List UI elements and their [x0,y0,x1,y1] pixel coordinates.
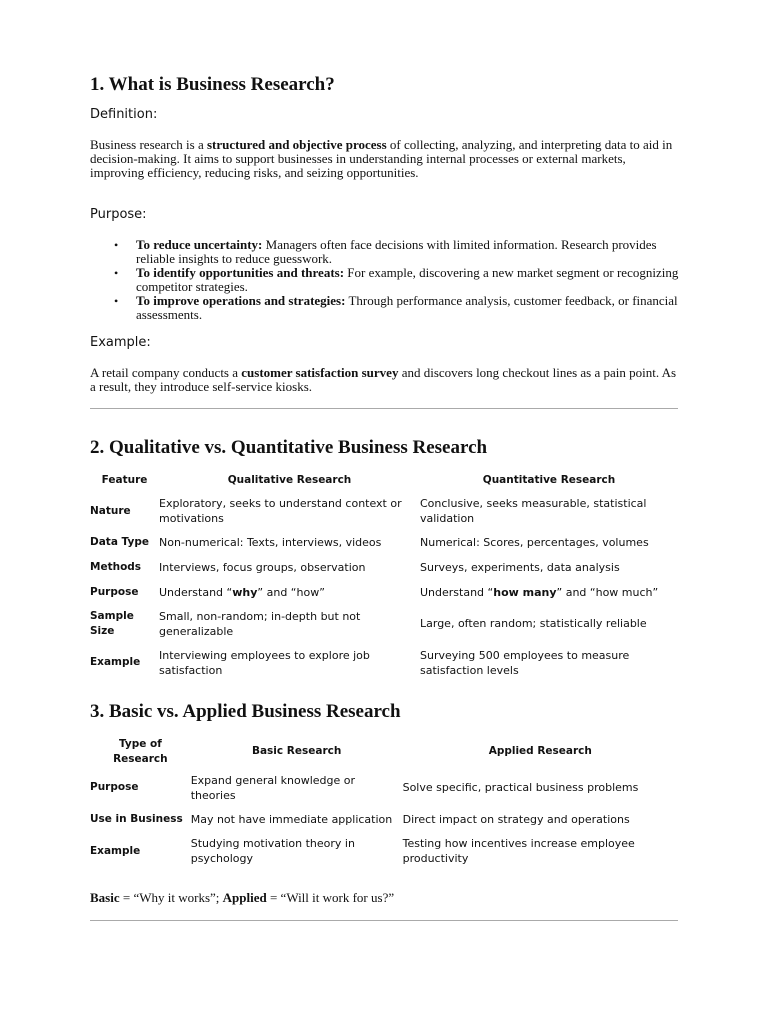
table-cell [159,580,420,604]
definition-text-pre: Business research is a [90,137,207,152]
list-item [136,294,681,322]
table-header-cell: Qualitative Research [227,473,352,486]
qual-quant-table [90,468,678,682]
section3-heading: 3. Basic vs. Applied Business Research [90,701,401,722]
summary-basic-bold: Basic [90,890,120,905]
example-label: Example: [90,335,151,350]
table-header-cell: Feature [101,473,148,486]
cell-text: ” and “how much” [556,585,659,599]
purpose-item-bold: To reduce uncertainty: [136,237,263,252]
table-cell: Small, non-random; in-depth but not generalizable [159,609,361,638]
section-divider [90,408,678,409]
table-cell: May not have immediate application [190,813,393,826]
purpose-item-text: Through performance analysis, customer feedback, or financial assessments. [136,293,678,322]
list-item [136,238,681,266]
cell-text: Understand “ [159,585,233,599]
table-row-header: Data Type [90,536,149,548]
basic-applied-table [90,735,678,870]
cell-text-bold: why [232,585,258,599]
cell-text: ” and “how” [257,585,325,599]
table-cell: Surveys, experiments, data analysis [420,561,620,574]
example-text-bold: customer satisfaction survey [241,365,399,380]
cell-text: Understand “ [420,585,494,599]
table-header-cell: Applied Research [488,745,592,757]
table-cell: Direct impact on strategy and operations [402,813,630,826]
section-divider [90,920,678,921]
table-row-header: Methods [90,561,142,573]
table-row [90,643,678,682]
example-paragraph [90,366,680,394]
table-header-row [90,468,678,492]
table-row-header: Sample Size [90,609,134,637]
table-row [90,530,678,555]
example-text-pre: A retail company conducts a [90,365,242,380]
table-cell: Interviewing employees to explore job satisfaction [159,648,370,677]
table-row [90,492,678,530]
purpose-list [90,238,681,322]
table-row [90,604,678,643]
table-cell: Non-numerical: Texts, interviews, videos [159,536,382,549]
example-text-post: and discovers long checkout lines as a pain point. As a result, they introduce self-service kiosks. [90,365,677,394]
table-row [90,807,678,832]
summary-line [90,891,680,905]
table-cell: Conclusive, seeks measurable, statistical validation [420,497,647,525]
table-header-cell: Type of Research [113,737,168,765]
summary-basic-text: = “Why it works”; [119,890,223,905]
table-cell: Interviews, focus groups, observation [159,561,366,574]
table-cell: Testing how incentives increase employee productivity [402,837,635,865]
table-row [90,555,678,580]
summary-applied-bold: Applied [222,890,267,905]
table-row-header: Example [90,656,141,668]
table-cell: Numerical: Scores, percentages, volumes [420,536,649,549]
table-cell: Surveying 500 employees to measure satisfaction levels [420,648,630,677]
definition-text-bold: structured and objective process [206,137,387,152]
table-row [90,832,678,870]
table-header-cell: Quantitative Research [482,473,616,486]
definition-paragraph [90,138,680,180]
table-row-header: Nature [90,504,131,517]
table-cell: Expand general knowledge or theories [190,773,356,802]
section2-heading: 2. Qualitative vs. Quantitative Business Research [90,437,488,458]
purpose-label: Purpose: [90,207,147,222]
table-row-header: Use in Business [90,813,183,825]
table-cell: Studying motivation theory in psychology [190,837,355,865]
section1-heading: 1. What is Business Research? [90,74,335,95]
table-row [90,580,678,604]
purpose-item-bold: To improve operations and strategies: [136,293,346,308]
list-item [136,266,681,294]
purpose-item-text: Managers often face decisions with limited information. Research provides reliable insights to reduce guesswork. [136,237,657,266]
table-cell: Exploratory, seeks to understand context or motivations [159,497,402,525]
table-cell: Solve specific, practical business problems [402,781,639,794]
table-header-row [90,735,678,768]
summary-applied-text: = “Will it work for us?” [266,890,395,905]
cell-text-bold: how many [493,585,557,599]
purpose-item-bold: To identify opportunities and threats: [136,265,345,280]
table-row-header: Example [90,844,141,857]
definition-text-post: of collecting, analyzing, and interpreting data to aid in decision-making. It aims to support businesses in understanding internal processes or external markets, improving efficiency, reducing risks, and seizing opportunities. [90,137,673,180]
purpose-item-text: For example, discovering a new market segment or recognizing competitor strategies. [136,265,679,294]
table-header-cell: Basic Research [251,745,342,757]
table-row-header: Purpose [90,781,139,793]
table-cell: Large, often random; statistically reliable [420,617,647,630]
definition-label: Definition: [90,107,158,122]
table-cell [420,580,678,604]
table-row-header: Purpose [90,585,139,598]
table-row [90,768,678,807]
